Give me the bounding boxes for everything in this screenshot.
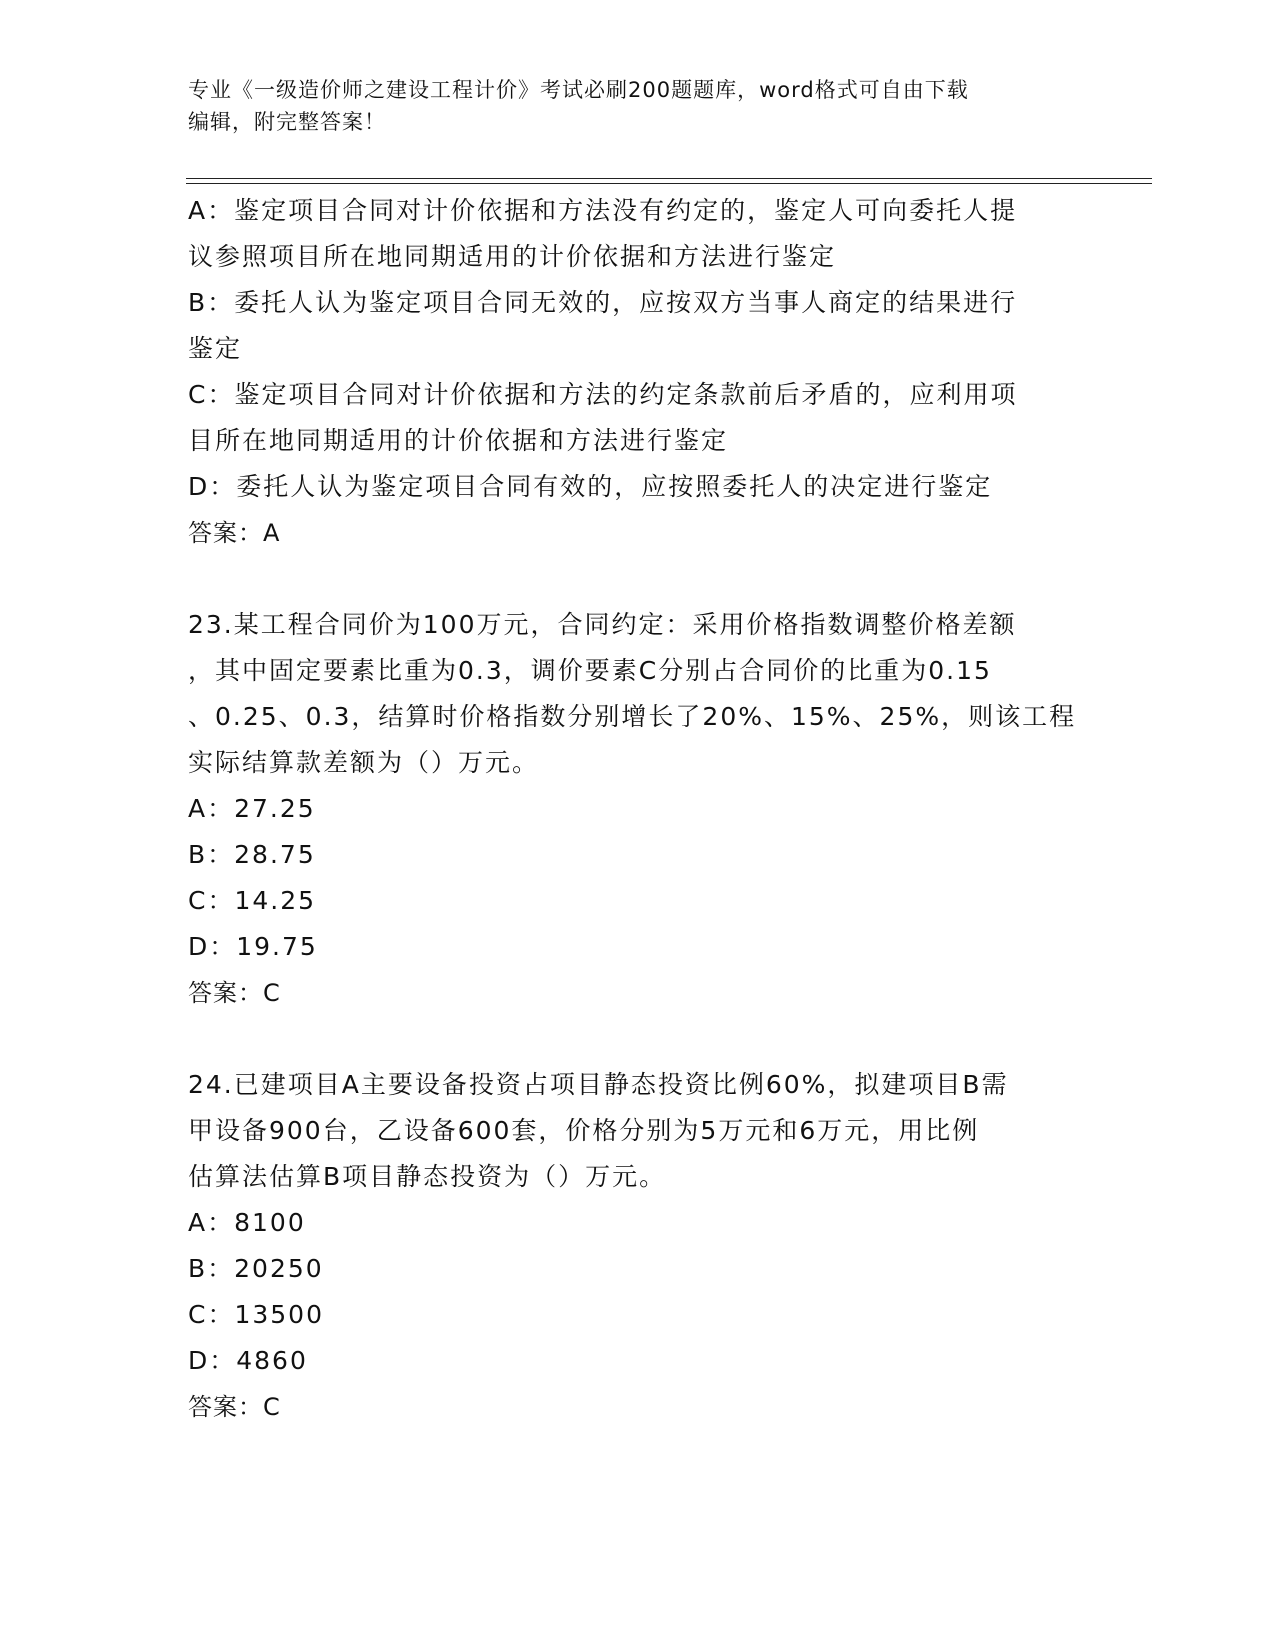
option-c: C：14.25 <box>188 886 317 915</box>
option-b: B：20250 <box>188 1254 324 1283</box>
question-stem-line-2: 甲设备900台，乙设备600套，价格分别为5万元和6万元，用比例 <box>188 1116 980 1145</box>
spacer <box>188 1016 1088 1062</box>
answer: 答案：C <box>188 979 281 1007</box>
question-23 <box>188 602 1088 1016</box>
question-stem-line-3: 、0.25、0.3，结算时价格指数分别增长了20%、15%、25%，则该工程 <box>188 702 1077 731</box>
option-c-line-1: C：鉴定项目合同对计价依据和方法的约定条款前后矛盾的，应利用项 <box>188 380 1018 409</box>
option-c: C：13500 <box>188 1300 324 1329</box>
question-stem-line-2: ，其中固定要素比重为0.3，调价要素C分别占合同价的比重为0.15 <box>188 656 992 685</box>
question-stem-line-3: 估算法估算B项目静态投资为（）万元。 <box>188 1162 667 1191</box>
option-b: B：28.75 <box>188 840 316 869</box>
option-b-line-1: B：委托人认为鉴定项目合同无效的，应按双方当事人商定的结果进行 <box>188 288 1018 317</box>
answer: 答案：A <box>188 519 281 547</box>
option-a: A：27.25 <box>188 794 316 823</box>
spacer <box>188 556 1088 602</box>
question-stem-line-1: 24.已建项目A主要设备投资占项目静态投资比例60%，拟建项目B需 <box>188 1070 1009 1099</box>
header-rule-bottom <box>186 183 1152 184</box>
question-stem-line-4: 实际结算款差额为（）万元。 <box>188 748 540 777</box>
header-line-1: 专业《一级造价师之建设工程计价》考试必刷200题题库，word格式可自由下载 <box>188 78 969 102</box>
option-b-line-2: 鉴定 <box>188 334 243 363</box>
option-a-line-1: A：鉴定项目合同对计价依据和方法没有约定的，鉴定人可向委托人提 <box>188 196 1018 225</box>
answer: 答案：C <box>188 1393 281 1421</box>
option-d: D：委托人认为鉴定项目合同有效的，应按照委托人的决定进行鉴定 <box>188 472 993 501</box>
option-d: D：19.75 <box>188 932 318 961</box>
option-a-line-2: 议参照项目所在地同期适用的计价依据和方法进行鉴定 <box>188 242 837 271</box>
question-22 <box>188 188 1088 556</box>
document-header <box>188 74 1088 138</box>
question-24 <box>188 1062 1088 1430</box>
header-line-2: 编辑，附完整答案！ <box>188 110 386 134</box>
option-d: D：4860 <box>188 1346 308 1375</box>
option-c-line-2: 目所在地同期适用的计价依据和方法进行鉴定 <box>188 426 729 455</box>
header-rule-top <box>186 178 1152 179</box>
question-list <box>188 188 1088 1430</box>
question-stem-line-1: 23.某工程合同价为100万元，合同约定：采用价格指数调整价格差额 <box>188 610 1017 639</box>
option-a: A：8100 <box>188 1208 306 1237</box>
